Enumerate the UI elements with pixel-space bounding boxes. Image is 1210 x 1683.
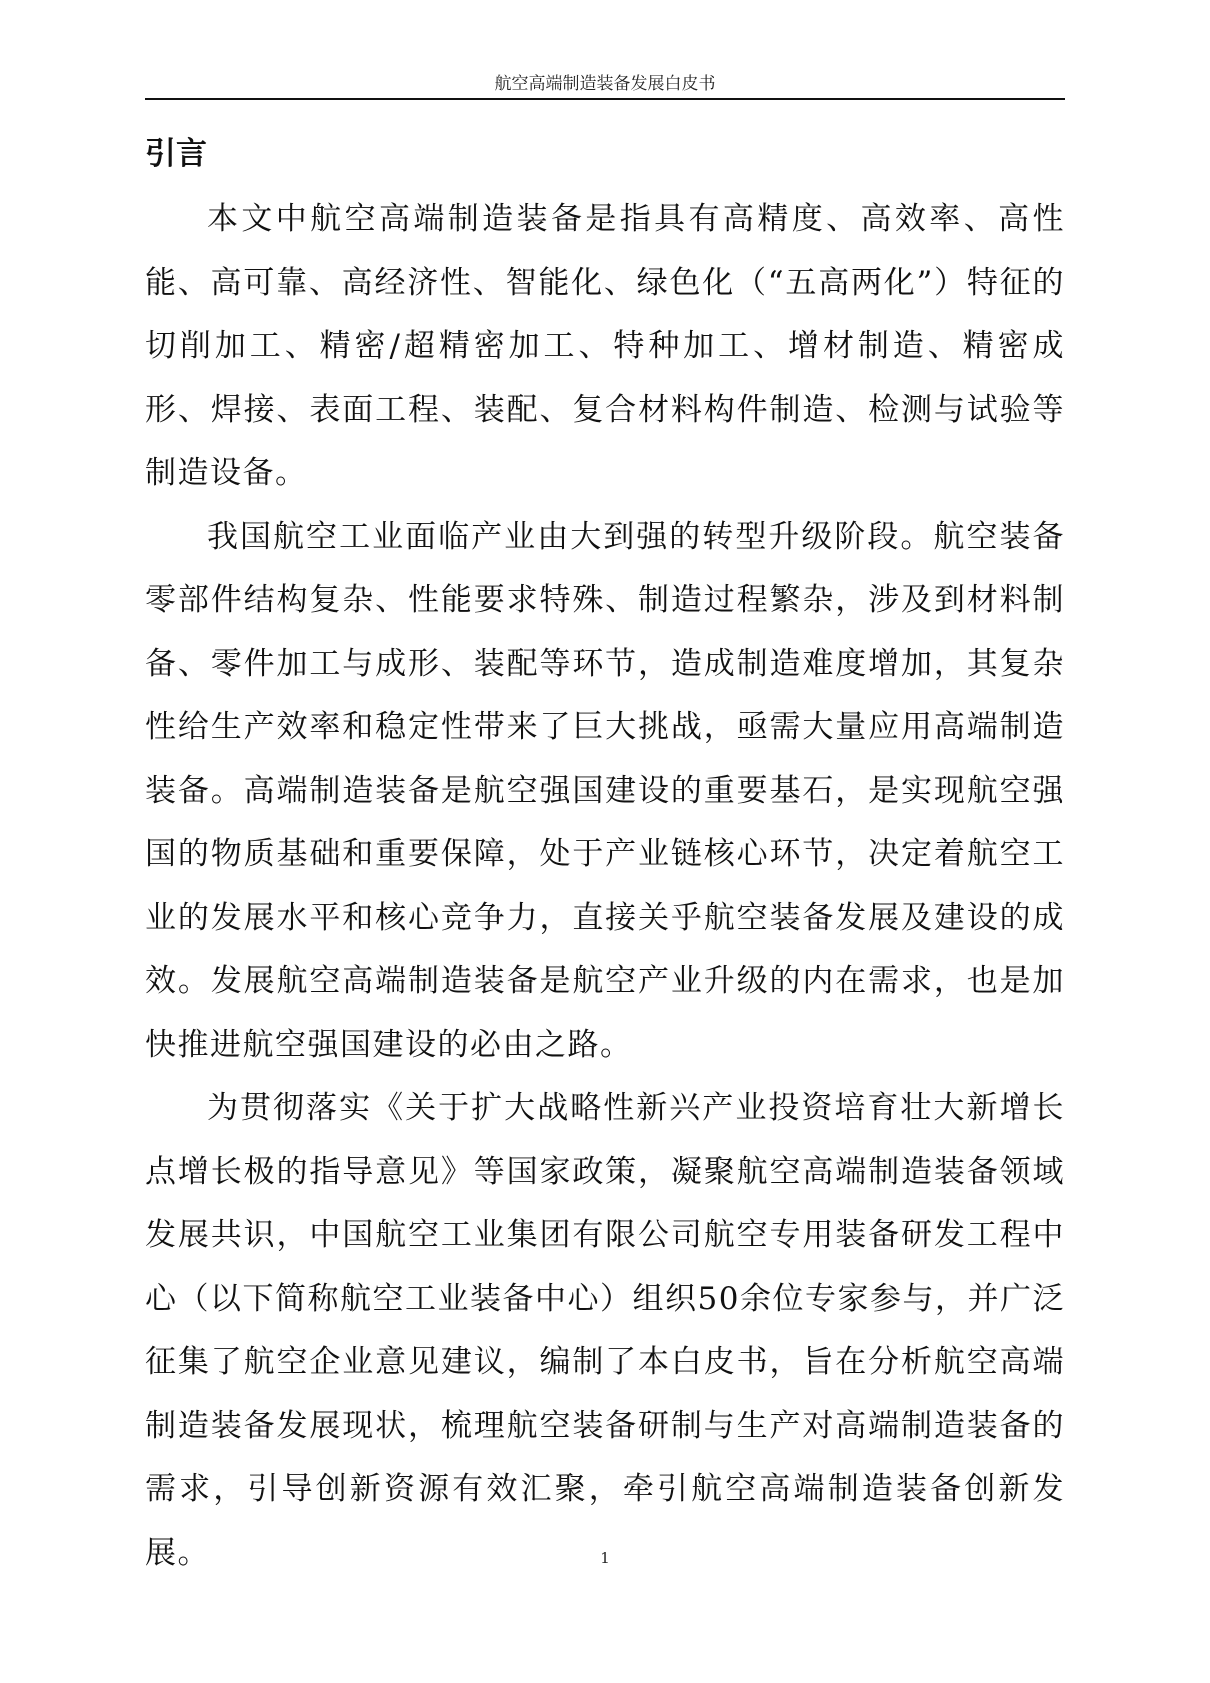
section-heading: 引言 [145,136,207,172]
paragraph-background: 我国航空工业面临产业由大到强的转型升级阶段。航空装备零部件结构复杂、性能要求特殊、制造过程繁杂，涉及到材料制备、零件加工与成形、装配等环节，造成制造难度增加，其复杂性给生产效率和稳定性带来了巨大挑战，亟需大量应用高端制造装备。高端制造装备是航空强国建设的重要基石，是实现航空强国的物质基础和重要保障，处于产业链核心环节，决定着航空工业的发展水平和核心竞争力，直接关乎航空装备发展及建设的成效。发展航空高端制造装备是航空产业升级的内在需求，也是加快推进航空强国建设的必由之路。 [145,518,1065,1063]
header-rule [145,98,1065,100]
page-number: 1 [600,1549,610,1567]
paragraph-purpose: 为贯彻落实《关于扩大战略性新兴产业投资培育壮大新增长点增长极的指导意见》等国家政策，凝聚航空高端制造装备领域发展共识，中国航空工业集团有限公司航空专用装备研发工程中心（以下简称航空工业装备中心）组织50余位专家参与，并广泛征集了航空企业意见建议，编制了本白皮书，旨在分析航空高端制造装备发展现状，梳理航空装备研制与生产对高端制造装备的需求，引导创新资源有效汇聚，牵引航空高端制造装备创新发展。 [145,1090,1065,1571]
paragraph-definition: 本文中航空高端制造装备是指具有高精度、高效率、高性能、高可靠、高经济性、智能化、绿色化（“五高两化”）特征的切削加工、精密/超精密加工、特种加工、增材制造、精密成形、焊接、表面工程、装配、复合材料构件制造、检测与试验等制造设备。 [145,201,1065,491]
section-body [145,188,1065,1585]
running-header: 航空高端制造装备发展白皮书 [494,74,716,94]
